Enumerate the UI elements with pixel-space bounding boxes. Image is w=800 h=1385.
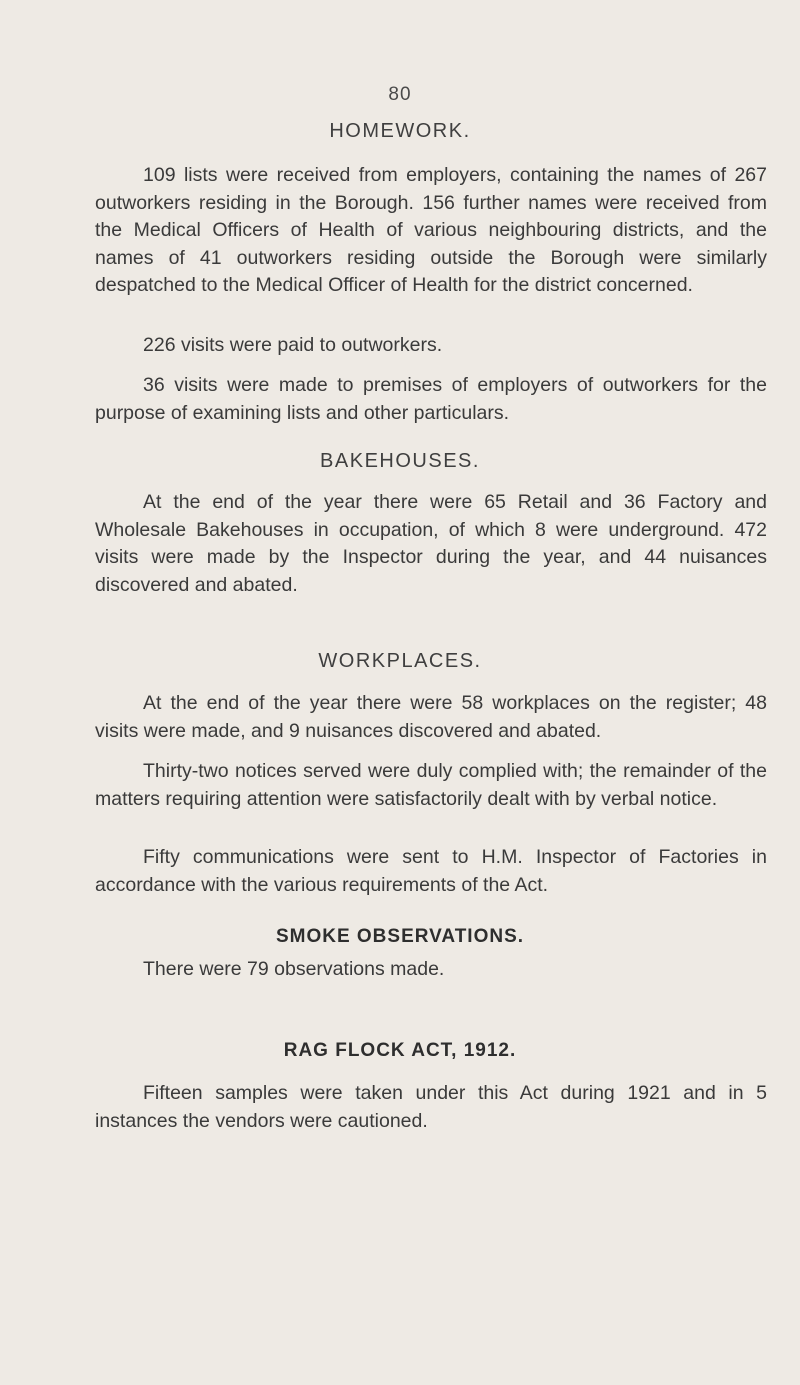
paragraph-bakehouses: At the end of the year there were 65 Retail and 36 Factory and Wholesale Bakehouses in occupation, of which 8 were underground. 472 visits were made by the Inspector during the year, and 44 nuisances discovered and abated. [95,491,767,596]
paragraph-homework-premises: 36 visits were made to premises of employers of outworkers for the purpose of examining lists and other particulars. [95,374,767,424]
heading-bakehouses: BAKEHOUSES. [320,450,480,472]
paragraph-rag-flock-act: Fifteen samples were taken under this Act during 1921 and in 5 instances the vendors were cautioned. [95,1082,767,1132]
paragraph-smoke-observations: There were 79 observations made. [143,958,445,980]
heading-rag-flock-act: RAG FLOCK ACT, 1912. [283,1040,517,1061]
heading-smoke-observations: SMOKE OBSERVATIONS. [275,926,525,947]
paragraph-workplaces-communications: Fifty communications were sent to H.M. Inspector of Factories in accordance with the various requirements of the Act. [95,846,767,896]
heading-workplaces: WORKPLACES. [318,650,482,672]
paragraph-workplaces-register: At the end of the year there were 58 workplaces on the register; 48 visits were made, and 9 nuisances discovered and abated. [95,692,767,742]
paragraph-homework-visits: 226 visits were paid to outworkers. [143,334,443,356]
paragraph-workplaces-notices: Thirty-two notices served were duly complied with; the remainder of the matters requiring attention were satisfactorily dealt with by verbal notice. [95,760,767,810]
heading-homework: HOMEWORK. [329,120,471,142]
paragraph-homework-lists: 109 lists were received from employers, containing the names of 267 outworkers residing in the Borough. 156 further names were received from the Medical Officers of Health of various neighbouring districts, and the names of 41 outworkers residing outside the Borough were similarly despatched to the Medical Officer of Health for the district concerned. [95,164,767,296]
page-number: 80 [388,84,412,105]
